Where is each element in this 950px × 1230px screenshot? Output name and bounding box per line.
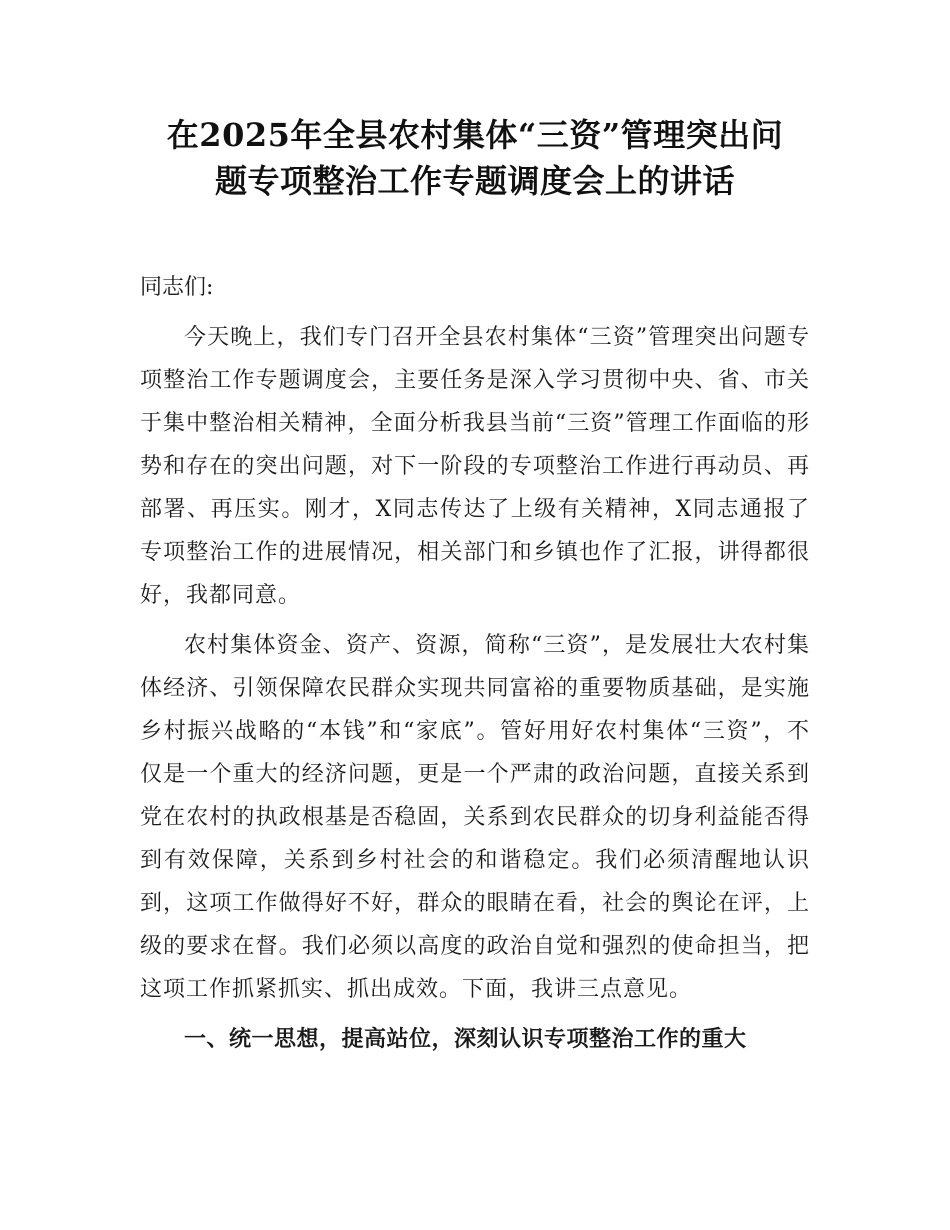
paragraph-significance: 农村集体资金、资产、资源，简称“三资”，是发展壮大农村集体经济、引领保障农民群众实现共同富裕的重要物质基础，是实施乡村振兴战略的“本钱”和“家底”。管好用好农村集体“三资”，不仅是一个重大的经济问题，更是一个严肃的政治问题，直接关系到党在农村的执政根基是否稳固，关系到农民群众的切身利益能否得到有效保障，关系到乡村社会的和谐稳定。我们必须清醒地认识到，这项工作做得好不好，群众的眼睛在看，社会的舆论在评，上级的要求在督。我们必须以高度的政治自觉和强烈的使命担当，把这项工作抓紧抓实、抓出成效。下面，我讲三点意见。 [140,633,810,1002]
title-line-1: 在2025年全县农村集体“三资”管理突出问 [166,116,784,154]
paragraph-opening: 今天晚上，我们专门召开全县农村集体“三资”管理突出问题专项整治工作专题调度会，主要任务是深入学习贯彻中央、省、市关于集中整治相关精神，全面分析我县当前“三资”管理工作面临的形势和存在的突出问题，对下一阶段的专项整治工作进行再动员、再部署、再压实。刚才，X同志传达了上级有关精神，X同志通报了专项整治工作的进展情况，相关部门和乡镇也作了汇报，讲得都很好，我都同意。 [140,325,810,608]
document-title [140,112,810,204]
salutation: 同志们: [140,275,214,300]
document-body [140,266,810,1061]
section-heading-1: 一、统一思想，提高站位，深刻认识专项整治工作的重大 [184,1027,747,1052]
title-line-2: 题专项整治工作专题调度会上的讲话 [214,162,735,200]
